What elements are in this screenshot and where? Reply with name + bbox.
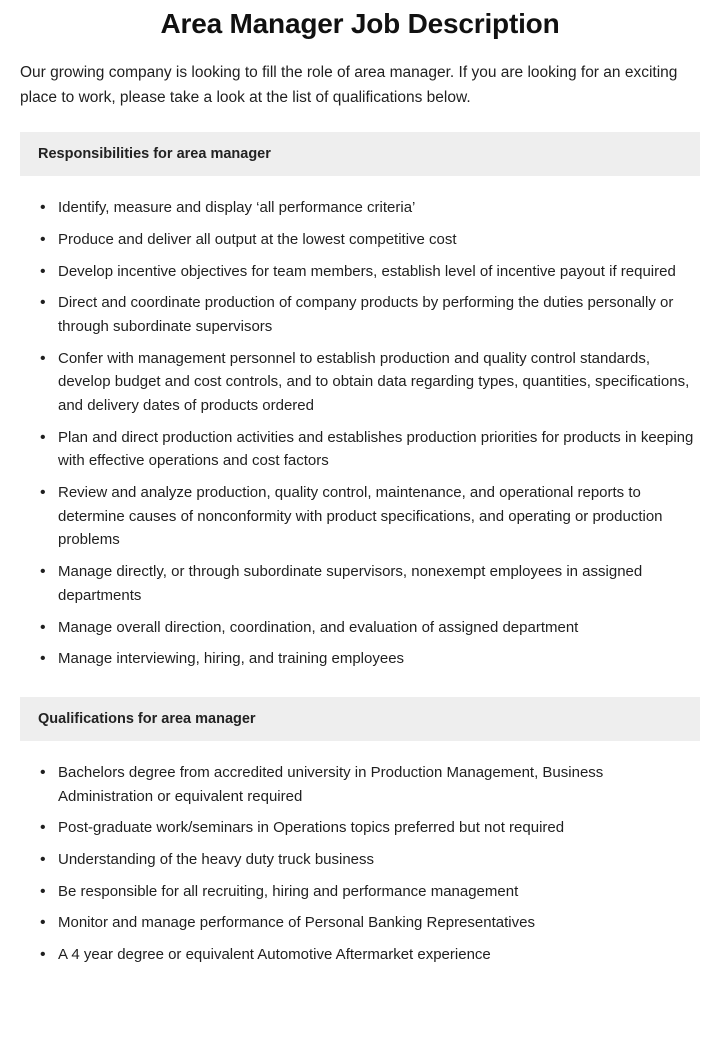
qualifications-body bbox=[20, 747, 700, 967]
responsibilities-section bbox=[20, 132, 700, 671]
page-title: Area Manager Job Description bbox=[160, 8, 560, 39]
list-item: • Post-graduate work/seminars in Operations topics preferred but not required bbox=[20, 816, 700, 840]
list-item: • Bachelors degree from accredited university in Production Management, Business Administration or equivalent required bbox=[20, 761, 700, 808]
list-item: • A 4 year degree or equivalent Automotive Aftermarket experience bbox=[20, 943, 700, 967]
list-item: • Develop incentive objectives for team members, establish level of incentive payout if required bbox=[20, 260, 700, 284]
intro-paragraph: Our growing company is looking to fill the role of area manager. If you are looking for an exciting place to work, please take a look at the list of qualifications below. bbox=[20, 64, 678, 107]
qualifications-list bbox=[20, 761, 700, 967]
list-item: • Manage directly, or through subordinate supervisors, nonexempt employees in assigned departments bbox=[20, 560, 700, 607]
list-item: • Be responsible for all recruiting, hiring and performance management bbox=[20, 880, 700, 904]
responsibilities-body bbox=[20, 182, 700, 671]
list-item: • Produce and deliver all output at the lowest competitive cost bbox=[20, 228, 700, 252]
responsibilities-heading: Responsibilities for area manager bbox=[20, 132, 700, 176]
list-item: • Plan and direct production activities and establishes production priorities for products in keeping with effective operations and cost factors bbox=[20, 426, 700, 473]
responsibilities-list bbox=[20, 196, 700, 671]
list-item: • Manage interviewing, hiring, and training employees bbox=[20, 647, 700, 671]
qualifications-heading: Qualifications for area manager bbox=[20, 697, 700, 741]
qualifications-section bbox=[20, 697, 700, 967]
list-item: • Monitor and manage performance of Personal Banking Representatives bbox=[20, 911, 700, 935]
list-item: • Identify, measure and display ‘all performance criteria’ bbox=[20, 196, 700, 220]
job-description-page bbox=[0, 8, 720, 967]
list-item: • Confer with management personnel to establish production and quality control standards, develop budget and cost controls, and to obtain data regarding types, quantities, specifications, and delivery dates of products ordered bbox=[20, 347, 700, 418]
list-item: • Understanding of the heavy duty truck business bbox=[20, 848, 700, 872]
list-item: • Review and analyze production, quality control, maintenance, and operational reports to determine causes of nonconformity with product specifications, and operating or production problems bbox=[20, 481, 700, 552]
list-item: • Direct and coordinate production of company products by performing the duties personally or through subordinate supervisors bbox=[20, 291, 700, 338]
list-item: • Manage overall direction, coordination, and evaluation of assigned department bbox=[20, 616, 700, 640]
